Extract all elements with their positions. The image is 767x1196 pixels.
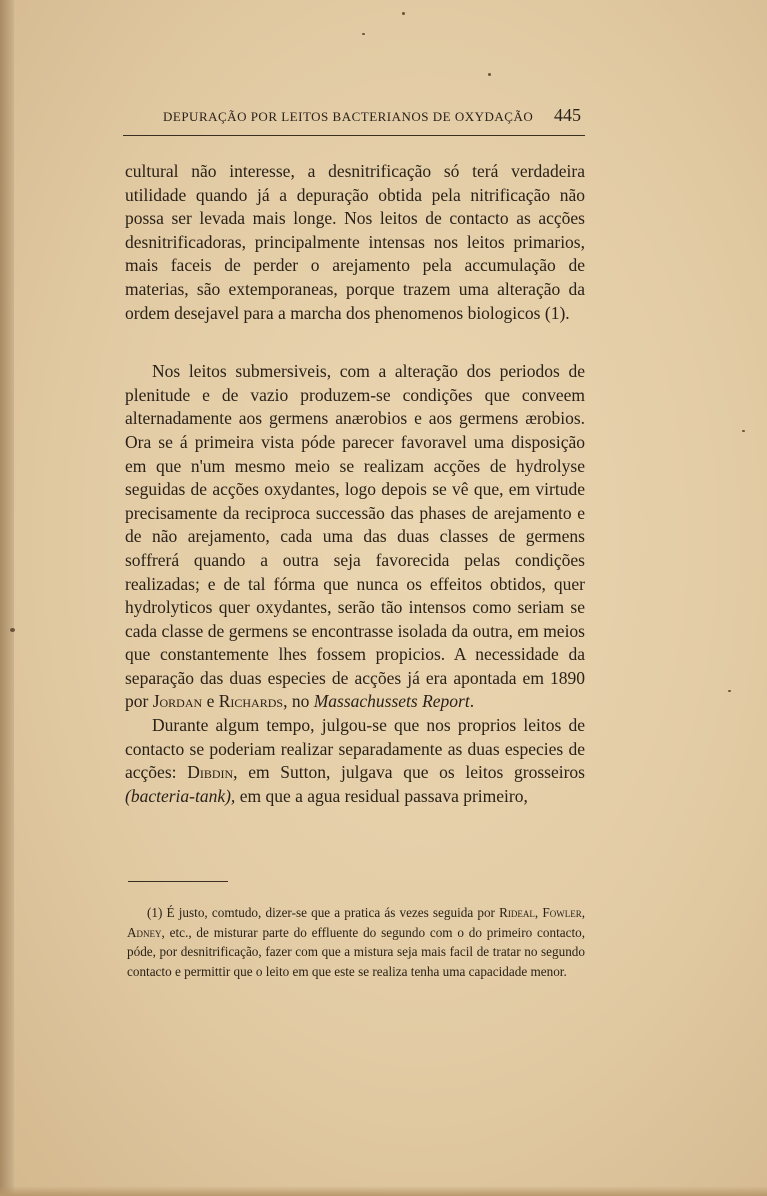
author-name: Adney [127,924,162,940]
paragraph-3-text: em que a agua residual passava primeiro, [235,785,528,806]
body-text [125,160,585,808]
author-name: Fowler [542,905,582,920]
footnote-paragraph [127,903,585,981]
paper-speck [742,430,745,432]
section-gap [125,325,585,360]
paragraph-2-text: Nos leitos submersiveis, com a alteração dos periodos de plenitude e de vazio produzem-se condições que conveem alternadamente aos germens anærobios e aos germens ærobios. Ora se á primeira vista póde parecer favoravel uma disposição em que n'um mesmo meio se realizam acções de hydrolyse seguidas de acções oxydantes, logo depois se vê que, em virtude precisamente da reciproca successão das phases de arejamento e de não arejamento, cada uma das duas classes de germens soffrerá quando a outra seja favorecida pelas condições realizadas; e de tal fórma que nunca os effeitos obtidos, quer hydrolyticos quer oxydantes, serão tão intensos como seriam se cada classe de germens se encontrasse isolada da outra, em meios que constantemente lhes fossem propicios. A necessidade da separação das duas especies de acções já era apontada em 1890 por [125,361,585,712]
paper-speck [402,12,405,15]
footnote-rule [128,881,228,882]
running-head-title: DEPURAÇÃO POR LEITOS BACTERIANOS DE OXYDAÇÃO [163,109,534,124]
page-left-edge [0,0,14,1196]
author-name: Richards [218,691,284,712]
paragraph-2-text: , no [283,691,314,712]
paragraph-1: cultural não interesse, a desnitrificação só terá verdadeira utilidade quando já a depuração obtida pela nitrificação não possa ser levada mais longe. Nos leitos de contacto as acções desnitrificadoras, principalmente intensas nos leitos primarios, mais faceis de perder o arejamento pela accumulação de materias, são extemporaneas, porque trazem uma alteração da ordem desejavel para a marcha dos phenomenos biologicos (1). [125,161,585,323]
footnote-text: É justo, comtudo, dizer-se que a pratica ás vezes seguida por [162,905,500,920]
paragraph-3 [125,714,585,808]
paper-speck [362,33,365,35]
footnote-text: , [581,905,585,920]
page-number: 445 [554,105,581,125]
paper-speck [728,690,731,692]
paragraph-2-text: . [469,691,475,712]
paragraph-3-text: Durante algum tempo, julgou-se que nos proprios leitos de contacto se poderiam realizar separadamente as duas especies de acções: [125,715,585,783]
paper-speck [488,73,491,76]
paragraph-2 [125,360,585,714]
author-name: Rideal [499,905,535,920]
author-name: Jordan [152,691,203,712]
footnote-text: , [534,905,543,920]
header-rule [123,135,585,136]
page-bottom-edge [0,1186,767,1196]
term-italic: (bacteria-tank), [125,785,236,806]
footnote-text: , etc., de misturar parte do effluente do segundo com o do primeiro contacto, póde, por desnitrificação, fazer com que a mistura seja mais facil de tratar no segundo contacto e permittir que o leito em que este se realiza tenha uma capacidade menor. [127,924,585,979]
paper-speck [10,628,15,632]
conjunction: e [202,691,219,712]
footnote [127,903,585,981]
running-head [123,103,585,133]
footnote-marker: (1) [147,905,163,920]
publication-title: Massachussets Report [313,691,470,712]
paragraph-3-text: , em Sutton, julgava que os leitos grosseiros [233,762,585,783]
author-name: Dibdin [187,762,234,783]
